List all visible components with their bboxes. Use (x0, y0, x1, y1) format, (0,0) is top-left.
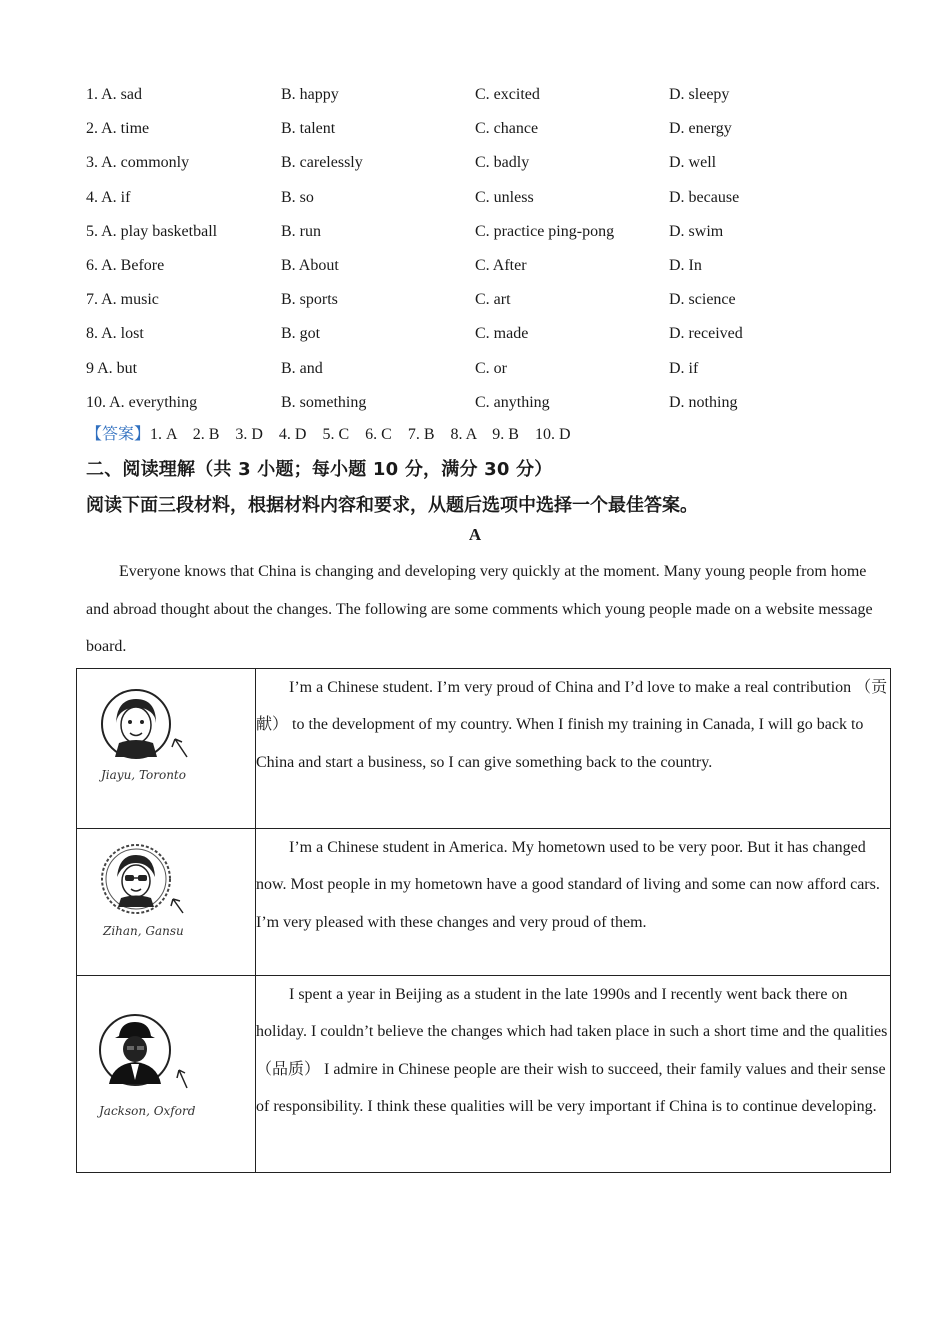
option-b: B. About (281, 257, 339, 275)
passage-label: A (468, 525, 482, 544)
comment-text: I’m a Chinese student in America. My hometown used to be very poor. But it has changed now. Most people in my hometown have a good standard of living and some can now afford cars. I’m very pleased with these changes and very proud of them. (256, 839, 880, 931)
option-c: C. chance (475, 120, 539, 138)
option-d: D. sleepy (669, 86, 730, 104)
option-c: C. excited (475, 86, 540, 104)
section-title: 二、阅读理解（共 3 小题；每小题 10 分，满分 30 分） (86, 459, 553, 480)
comment-avatar-cell (77, 829, 256, 976)
option-a: 2. A. time (86, 120, 150, 138)
comment-avatar-cell (77, 976, 256, 1173)
option-b: B. so (281, 188, 314, 206)
option-a: 9 A. but (86, 359, 138, 377)
question-row (86, 317, 906, 351)
question-row (86, 112, 906, 146)
question-row (86, 249, 906, 283)
option-a: 4. A. if (86, 188, 131, 206)
comment-text-cell (256, 669, 891, 829)
option-b: B. sports (281, 291, 338, 309)
option-d: D. because (669, 188, 740, 206)
option-b: B. carelessly (281, 154, 363, 172)
option-b: B. happy (281, 86, 339, 104)
option-a: 1. A. sad (86, 86, 142, 104)
option-d: D. nothing (669, 393, 738, 411)
passage-intro (86, 553, 876, 666)
question-row (86, 283, 906, 317)
option-d: D. energy (669, 120, 732, 138)
option-c: C. art (475, 291, 511, 309)
instruction-text: 阅读下面三段材料，根据材料内容和要求，从题后选项中选择一个最佳答案。 (86, 495, 698, 516)
option-a: 3. A. commonly (86, 154, 190, 172)
question-row (86, 352, 906, 386)
comments-table (76, 668, 891, 1173)
commenter-name: Jiayu, Toronto (101, 768, 186, 782)
commenter-name: Jackson, Oxford (99, 1104, 196, 1118)
comment-row (77, 669, 891, 829)
question-row (86, 215, 906, 249)
option-d: D. swim (669, 222, 724, 240)
avatar-boy-glasses-icon (99, 843, 199, 918)
answer-text: 1. A 2. B 3. D 4. D 5. C 6. C 7. B 8. A 9. B 10. D (150, 426, 571, 443)
option-b: B. run (281, 222, 321, 240)
answer-tag: 【答案】 (86, 426, 151, 443)
question-options (86, 78, 906, 420)
answer-key (86, 421, 571, 444)
comment-text-cell (256, 976, 891, 1173)
question-row (86, 146, 906, 180)
option-a: 6. A. Before (86, 257, 165, 275)
option-b: B. got (281, 325, 321, 343)
option-b: B. talent (281, 120, 336, 138)
option-c: C. made (475, 325, 529, 343)
option-c: C. badly (475, 154, 530, 172)
comment-row (77, 976, 891, 1173)
option-d: D. if (669, 359, 699, 377)
comment-text-cell (256, 829, 891, 976)
comment-avatar-cell (77, 669, 256, 829)
avatar-man-hat-icon (97, 1012, 197, 1112)
option-c: C. After (475, 257, 527, 275)
comment-text: I’m a Chinese student. I’m very proud of China and I’d love to make a real contribution （贡献） to the development of my country. When I finish my training in Canada, I will go back to China and start a business, so I can give something back to the country. (256, 679, 888, 771)
avatar-girl-icon (99, 687, 199, 767)
question-row (86, 181, 906, 215)
comment-row (77, 829, 891, 976)
option-b: B. and (281, 359, 323, 377)
option-b: B. something (281, 393, 367, 411)
option-a: 7. A. music (86, 291, 159, 309)
option-a: 10. A. everything (86, 393, 198, 411)
option-c: C. or (475, 359, 507, 377)
option-c: C. anything (475, 393, 550, 411)
option-a: 8. A. lost (86, 325, 144, 343)
option-c: C. practice ping-pong (475, 222, 615, 240)
option-d: D. received (669, 325, 743, 343)
question-row (86, 386, 906, 420)
option-d: D. science (669, 291, 736, 309)
option-a: 5. A. play basketball (86, 222, 218, 240)
commenter-name: Zihan, Gansu (103, 924, 184, 938)
option-c: C. unless (475, 188, 534, 206)
comment-text: I spent a year in Beijing as a student in the late 1990s and I recently went back there on holiday. I couldn’t believe the changes which had taken place in such a short time and the qualities （品质） I admire in Chinese people are their wish to succeed, their family values and their sense of responsibility. I think these qualities will be very important if China is to continue developing. (256, 986, 888, 1116)
option-d: D. well (669, 154, 717, 172)
question-row (86, 78, 906, 112)
option-d: D. In (669, 257, 702, 275)
intro-paragraph: Everyone knows that China is changing and developing very quickly at the moment. Many young people from home and abroad thought about the changes. The following are some comments which young people made on a website message board. (86, 563, 873, 655)
